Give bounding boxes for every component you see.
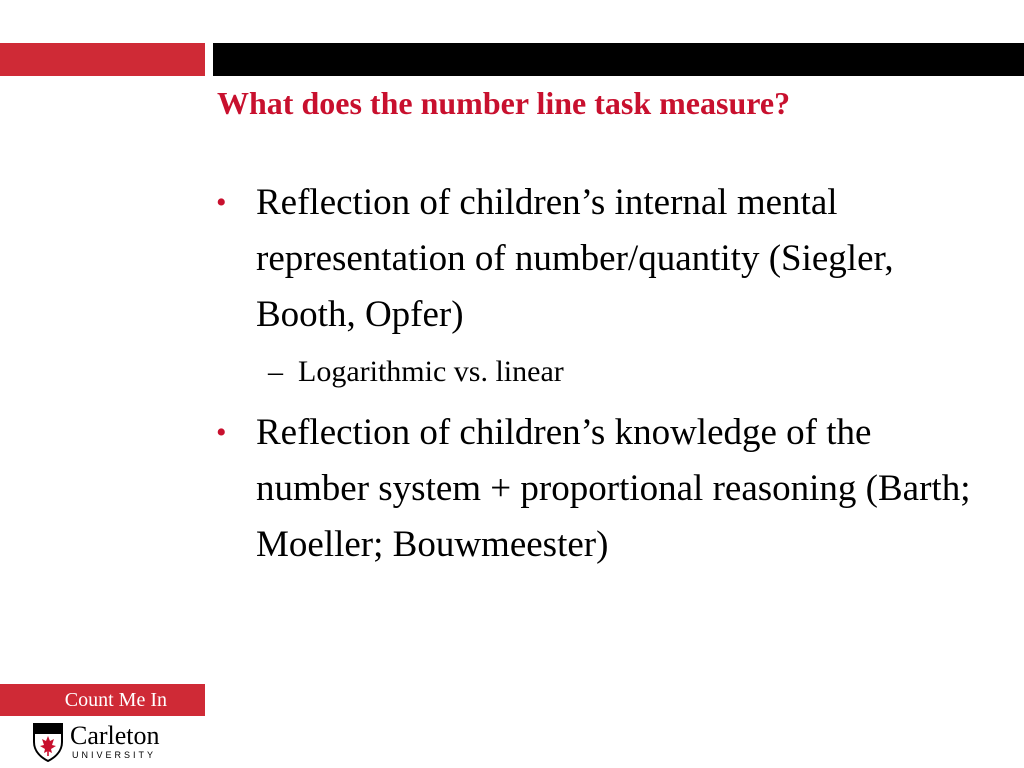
- bullet-item-1: [216, 175, 986, 343]
- bullet-marker: •: [216, 186, 227, 219]
- bullet-item-2: [216, 405, 986, 573]
- bullet-text: Reflection of children’s internal mental representation of number/quantity (Siegler, Booth, Opfer): [256, 182, 894, 335]
- footer-label-box: [0, 684, 205, 716]
- bullet-text: Reflection of children’s knowledge of the number system + proportional reasoning (Barth; Moeller; Bouwmeester): [256, 412, 971, 565]
- footer-label: Count Me In: [64, 689, 167, 711]
- logo-subtitle: UNIVERSITY: [72, 750, 157, 760]
- logo-wordmark: Carleton: [70, 721, 160, 750]
- slide-title: What does the number line task measure?: [217, 85, 791, 121]
- carleton-logo: [32, 722, 182, 764]
- sub-bullet-text: Logarithmic vs. linear: [298, 355, 564, 388]
- sub-bullet-marker: –: [268, 355, 283, 388]
- bullet-marker: •: [216, 416, 227, 449]
- header-black-bar: [213, 43, 1024, 76]
- slide-content: [216, 175, 986, 573]
- shield-maple-leaf-icon: [32, 722, 64, 762]
- header-red-bar: [0, 43, 205, 76]
- sub-bullet-item: [216, 351, 986, 393]
